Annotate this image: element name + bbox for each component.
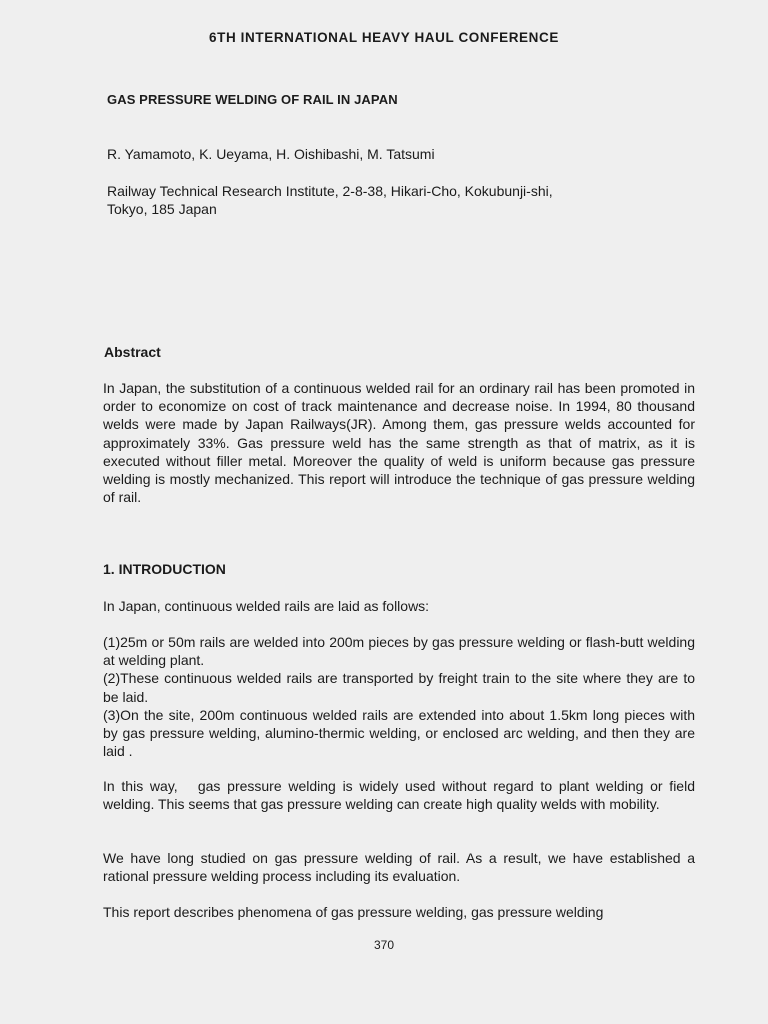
abstract-text: In Japan, the substitution of a continuous welded rail for an ordinary rail has been promoted in order to economize on cost of track maintenance and decrease noise. In 1994, 80 thousand welds were made by Japan Railways(JR). Among them, gas pressure welds accounted for approximately 33%. Gas pressure weld has the same strength as that of matrix, as it is executed without filler metal. Moreover the quality of weld is uniform because gas pressure welding is mostly mechanized. This report will introduce the technique of gas pressure welding of rail. [103,380,695,506]
introduction-heading: 1. INTRODUCTION [103,561,226,577]
introduction-paragraph-3: We have long studied on gas pressure welding of rail. As a result, we have established a rational pressure welding process including its evaluation. [103,850,695,885]
paper-title: GAS PRESSURE WELDING OF RAIL IN JAPAN [107,92,398,107]
introduction-paragraph-2: In this way, gas pressure welding is widely used without regard to plant welding or field welding. This seems that gas pressure welding can create high quality welds with mobility. [103,778,699,813]
author-affiliation [107,182,667,218]
list-item: (2)These continuous welded rails are transported by freight train to the site where they are to be laid. [103,670,695,705]
abstract-heading: Abstract [104,344,161,360]
page-number: 370 [373,938,395,952]
affiliation-line-1: Railway Technical Research Institute, 2-8-38, Hikari-Cho, Kokubunji-shi, [107,183,553,199]
list-item: (3)On the site, 200m continuous welded rails are extended into about 1.5km long pieces with by gas pressure welding, alumino-thermic welding, or enclosed arc welding, and then they are laid . [103,706,695,760]
introduction-list [103,633,695,760]
introduction-paragraph-1: In Japan, continuous welded rails are laid as follows: [103,598,430,614]
affiliation-line-2: Tokyo, 185 Japan [107,201,217,217]
introduction-paragraph-4: This report describes phenomena of gas pressure welding, gas pressure welding [103,904,604,920]
list-item: (1)25m or 50m rails are welded into 200m pieces by gas pressure welding or flash-butt welding at welding plant. [103,634,695,669]
conference-header: 6TH INTERNATIONAL HEAVY HAUL CONFERENCE [209,30,559,45]
paper-authors: R. Yamamoto, K. Ueyama, H. Oishibashi, M. Tatsumi [107,146,435,162]
